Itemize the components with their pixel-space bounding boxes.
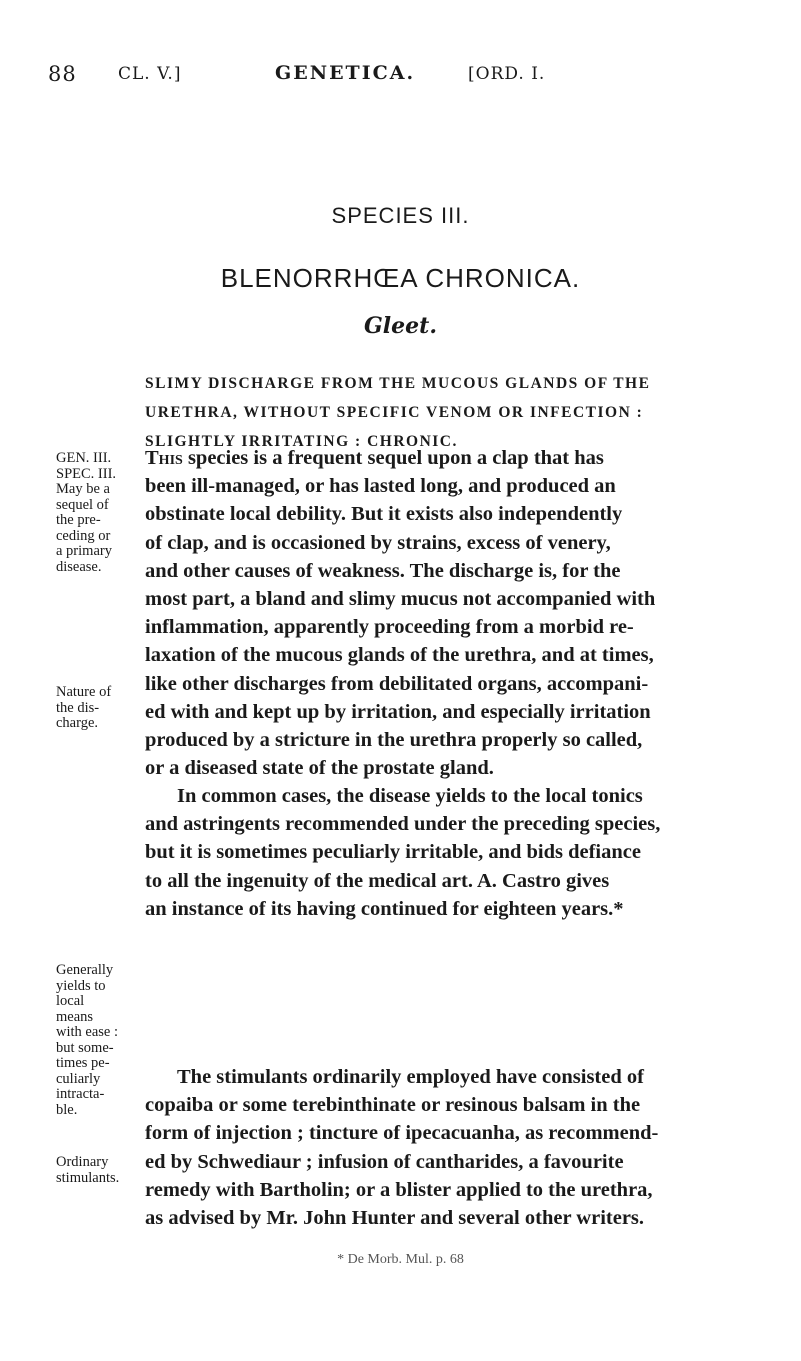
margin-line: means (56, 1008, 94, 1025)
margin-line: local (56, 993, 85, 1009)
margin-line: yields to (56, 977, 106, 994)
margin-line: Generally (56, 962, 114, 978)
body-line: The stimulants ordinarily employed have consisted of (177, 1066, 644, 1088)
body-line: produced by a stricture in the urethra properly so called, (145, 729, 643, 752)
body-line: most part, a bland and slimy mucus not accompanied with (145, 588, 656, 611)
species-definition (145, 369, 765, 456)
body-line: like other discharges from debilitated organs, accompani- (145, 672, 649, 695)
margin-line: culiarly (56, 1070, 101, 1087)
margin-line: sequel of (56, 496, 109, 513)
margin-note-sequel (56, 451, 146, 575)
paragraph-3 (145, 1063, 770, 1232)
body-line: as advised by Mr. John Hunter and several other writers. (145, 1207, 645, 1230)
margin-line: the pre- (56, 512, 101, 528)
body-line: copaiba or some terebinthinate or resinous balsam in the (145, 1094, 641, 1117)
body-line: inflammation, apparently proceeding from a morbid re- (145, 616, 634, 639)
margin-line: May be a (56, 481, 110, 497)
body-line: been ill-managed, or has lasted long, and produced an (145, 475, 616, 498)
body-line: laxation of the mucous glands of the urethra, and at times, (145, 644, 654, 667)
body-line: obstinate local debility. But it exists also independently (145, 503, 623, 526)
page-number: 88 (48, 62, 77, 86)
body-line: to all the ingenuity of the medical art. A. Castro gives (145, 869, 610, 892)
margin-line: the dis- (56, 699, 100, 716)
body-line: and other causes of weakness. The discharge is, for the (145, 559, 621, 582)
body-line: ed with and kept up by irritation, and especially irritation (145, 700, 651, 723)
margin-note-stimulants (56, 1155, 146, 1186)
genus-name: BLENORRHŒA CHRONICA. (220, 263, 581, 293)
body-line: but it is sometimes peculiarly irritable, and bids defiance (145, 841, 641, 864)
body-line: species is a frequent sequel upon a clap that has (182, 447, 604, 469)
definition-line: URETHRA, WITHOUT SPECIFIC VENOM OR INFECTION : (145, 404, 644, 421)
order-reference: [ORD. I. (468, 64, 546, 84)
body-line: and astringents recommended under the preceding species, (145, 813, 661, 836)
margin-line: intracta- (56, 1086, 105, 1102)
running-title: GENETICA. (275, 62, 416, 84)
margin-line: stimulants. (56, 1169, 120, 1186)
margin-note-yields (56, 963, 146, 1118)
species-heading: SPECIES III. (331, 203, 470, 228)
drop-word: This (145, 447, 183, 469)
margin-line: ble. (56, 1101, 78, 1118)
body-line: In common cases, the disease yields to the local tonics (177, 785, 643, 807)
margin-line: SPEC. III. (56, 465, 117, 482)
margin-line: a primary (56, 543, 112, 559)
body-line: of clap, and is occasioned by strains, excess of venery, (145, 531, 611, 554)
margin-line: times pe- (56, 1055, 110, 1071)
body-line: remedy with Bartholin; or a blister applied to the urethra, (145, 1178, 653, 1201)
paragraph-2 (145, 782, 770, 923)
body-line: or a diseased state of the prostate gland. (145, 757, 494, 780)
definition-line: SLIGHTLY IRRITATING : CHRONIC. (145, 433, 458, 450)
margin-line: Ordinary (56, 1154, 109, 1170)
footnote: * De Morb. Mul. p. 68 (337, 1252, 464, 1267)
margin-line: GEN. III. (56, 450, 112, 466)
margin-line: ceding or (56, 527, 111, 544)
margin-line: with ease : (56, 1024, 119, 1040)
margin-line: but some- (56, 1039, 114, 1056)
paragraph-1 (145, 444, 770, 782)
body-line: form of injection ; tincture of ipecacuanha, as recommend- (145, 1122, 659, 1145)
running-header (48, 62, 768, 92)
class-reference: CL. V.] (118, 64, 182, 84)
margin-line: disease. (56, 558, 102, 575)
body-line: an instance of its having continued for eighteen years.* (145, 897, 624, 920)
definition-line: SLIMY DISCHARGE FROM THE MUCOUS GLANDS OF THE (145, 375, 651, 392)
margin-note-nature (56, 685, 146, 732)
body-line: ed by Schwediaur ; infusion of cantharides, a favourite (145, 1150, 624, 1173)
vernacular-name: Gleet. (364, 313, 437, 339)
margin-line: Nature of (56, 684, 112, 700)
margin-line: charge. (56, 715, 98, 731)
